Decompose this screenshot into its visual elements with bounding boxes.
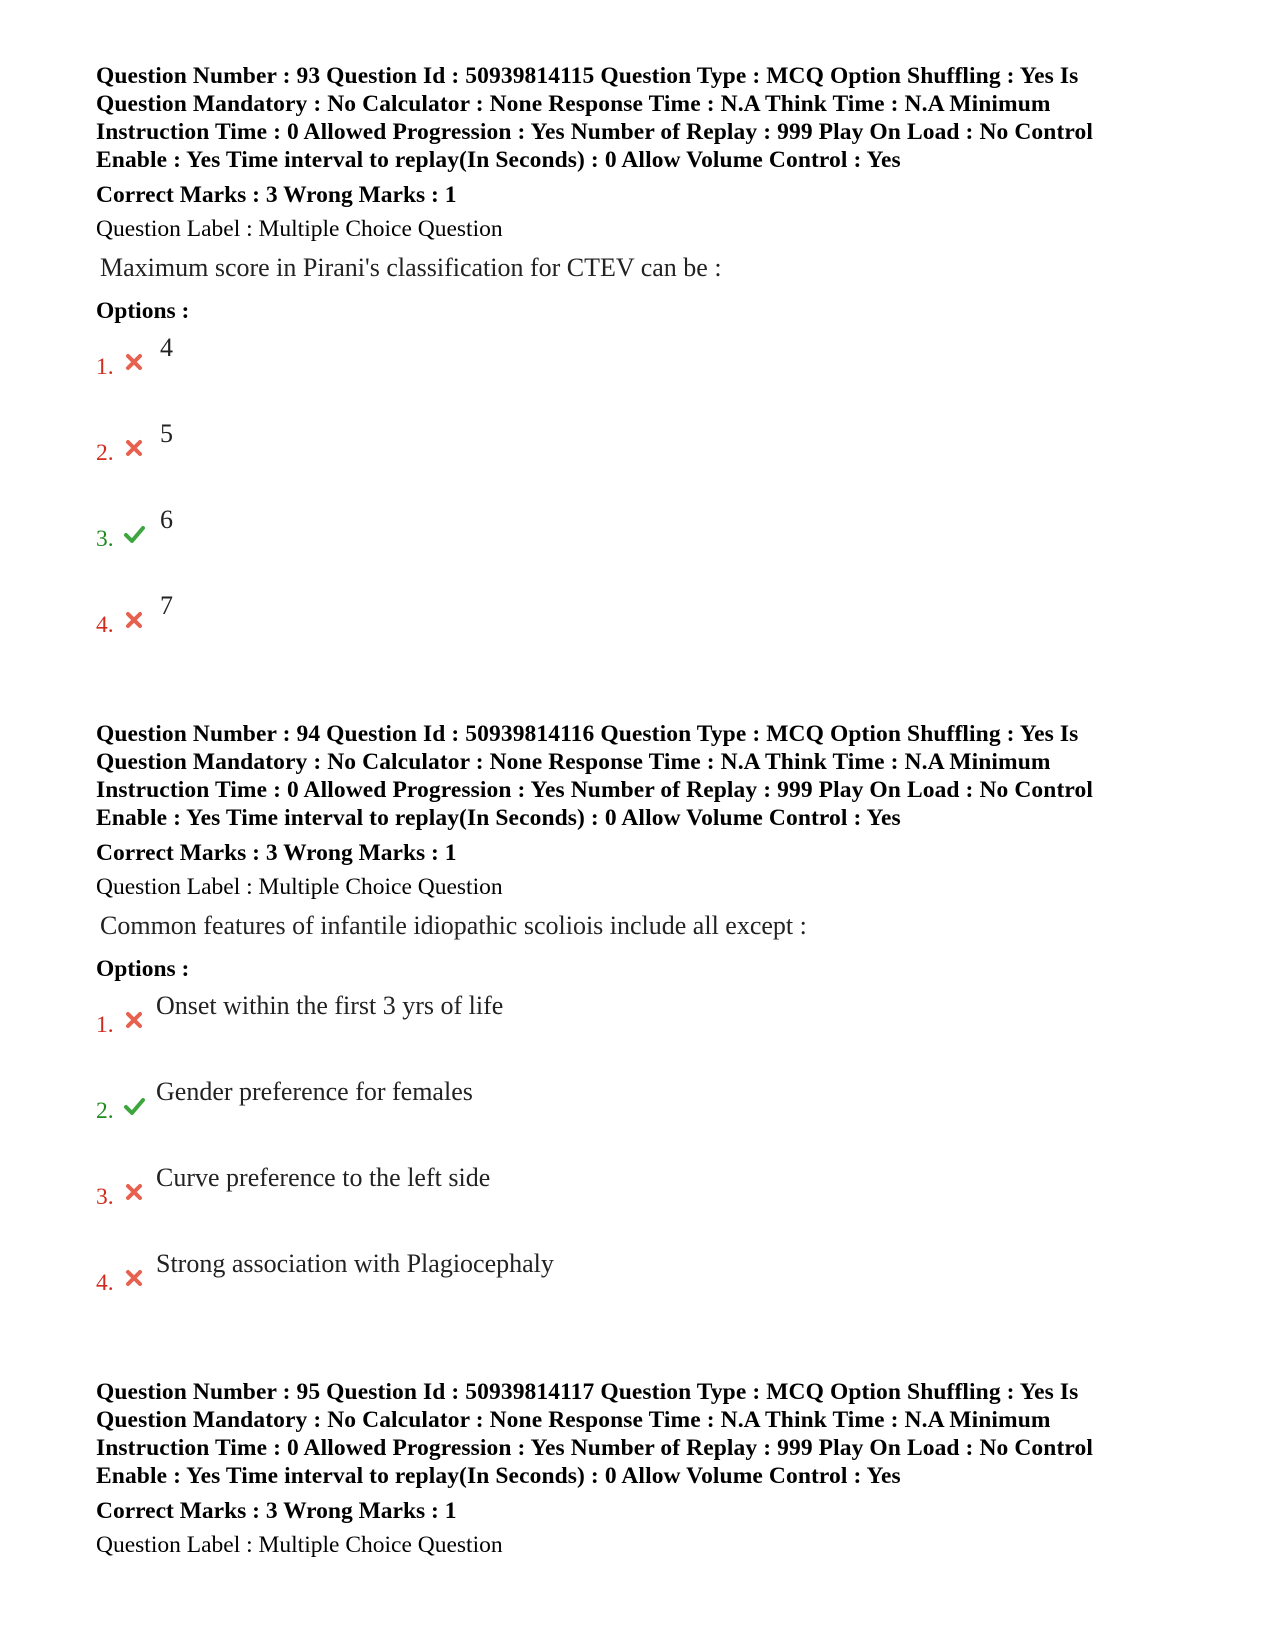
option-number: 2. [96,440,114,466]
question-meta: Question Number : 95 Question Id : 50939814117 Question Type : MCQ Option Shuffling : Yes Is Question Mandatory : No Calculator : None Response Time : N.A Think Time : N.A Minimum Instruction Time : 0 Allowed Progression : Yes Number of Replay : 999 Play On Load : No Control Enable : Yes Time interval to replay(In Seconds) : 0 Allow Volume Control : Yes [96,1379,1093,1489]
option-item [96,983,1196,1069]
question-block-95 [96,1378,1196,1559]
cross-icon [123,351,145,373]
option-item [96,583,1196,669]
cross-icon [123,609,145,631]
option-text: Strong association with Plagiocephaly [156,1249,554,1278]
option-item [96,1241,1196,1327]
question-text: Maximum score in Pirani's classification for CTEV can be : [100,253,722,282]
option-number: 3. [96,526,114,552]
option-text: 7 [160,591,173,620]
option-text: Curve preference to the left side [156,1163,491,1192]
question-text: Common features of infantile idiopathic scoliois include all except : [100,911,807,940]
options-title: Options : [96,956,190,982]
cross-icon [123,1181,145,1203]
option-number: 4. [96,612,114,638]
check-icon [123,1095,145,1117]
question-block-94 [96,720,1196,1327]
question-label: Question Label : Multiple Choice Question [96,216,503,242]
question-block-93 [96,62,1196,669]
option-item [96,1069,1196,1155]
option-item [96,411,1196,497]
option-text: 5 [160,419,173,448]
check-icon [123,523,145,545]
question-meta: Question Number : 94 Question Id : 50939814116 Question Type : MCQ Option Shuffling : Yes Is Question Mandatory : No Calculator : None Response Time : N.A Think Time : N.A Minimum Instruction Time : 0 Allowed Progression : Yes Number of Replay : 999 Play On Load : No Control Enable : Yes Time interval to replay(In Seconds) : 0 Allow Volume Control : Yes [96,721,1093,831]
cross-icon [123,437,145,459]
question-marks: Correct Marks : 3 Wrong Marks : 1 [96,840,457,866]
question-marks: Correct Marks : 3 Wrong Marks : 1 [96,1498,457,1524]
options-title: Options : [96,298,190,324]
option-text: 4 [160,333,173,362]
option-number: 1. [96,354,114,380]
cross-icon [123,1009,145,1031]
option-number: 1. [96,1012,114,1038]
option-item [96,1155,1196,1241]
question-label: Question Label : Multiple Choice Question [96,1532,503,1558]
cross-icon [123,1267,145,1289]
question-meta: Question Number : 93 Question Id : 50939814115 Question Type : MCQ Option Shuffling : Yes Is Question Mandatory : No Calculator : None Response Time : N.A Think Time : N.A Minimum Instruction Time : 0 Allowed Progression : Yes Number of Replay : 999 Play On Load : No Control Enable : Yes Time interval to replay(In Seconds) : 0 Allow Volume Control : Yes [96,63,1093,173]
option-number: 3. [96,1184,114,1210]
option-text: Onset within the first 3 yrs of life [156,991,504,1020]
option-text: 6 [160,505,173,534]
option-text: Gender preference for females [156,1077,473,1106]
question-label: Question Label : Multiple Choice Question [96,874,503,900]
option-item [96,497,1196,583]
option-number: 4. [96,1270,114,1296]
question-marks: Correct Marks : 3 Wrong Marks : 1 [96,182,457,208]
option-number: 2. [96,1098,114,1124]
option-item [96,325,1196,411]
